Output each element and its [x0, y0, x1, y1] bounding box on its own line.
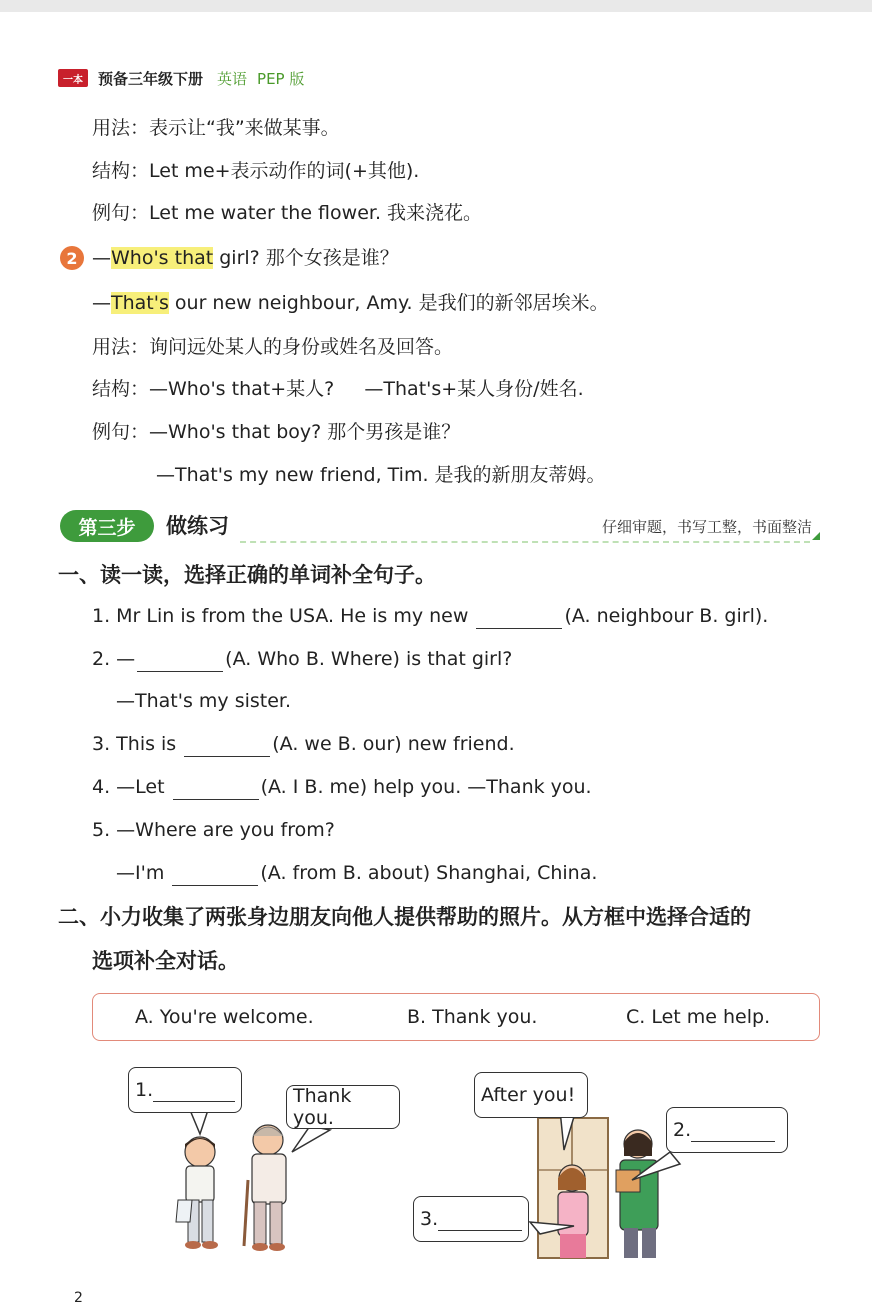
a-highlight: That's [111, 292, 169, 314]
question-3 [92, 731, 515, 757]
bubble1-number: 1. [135, 1079, 154, 1101]
step3-divider [240, 541, 810, 543]
bubble-thank-text: Thank you. [293, 1085, 352, 1129]
options-box [92, 993, 820, 1041]
question-2-answer: —That's my sister. [116, 690, 292, 712]
q5-options: (A. from B. about) Shanghai, China. [260, 862, 598, 884]
bubble2-blank[interactable] [691, 1119, 775, 1142]
bubble2-number: 2. [673, 1119, 692, 1141]
answer-blank-4[interactable] [173, 779, 259, 800]
q4-options: (A. I B. me) help you. —Thank you. [260, 776, 592, 798]
option-a: A. You're welcome. [135, 1006, 314, 1028]
point2-usage: 用法：询问远处某人的身份或姓名及回答。 [92, 336, 454, 358]
q-highlight: Who's that [111, 247, 214, 269]
corner-triangle-icon [812, 532, 820, 540]
point1-structure: 结构：Let me+表示动作的词(+其他). [92, 160, 420, 182]
bubble-after-text: After you! [481, 1084, 576, 1106]
section1-title: 一、读一读，选择正确的单词补全句子。 [58, 563, 436, 587]
answer-blank-3[interactable] [184, 736, 270, 757]
page-number: 2 [74, 1290, 83, 1306]
option-b: B. Thank you. [407, 1006, 538, 1028]
section2-title-line1: 二、小力收集了两张身边朋友向他人提供帮助的照片。从方框中选择合适的 [58, 905, 751, 929]
section2-title-line2: 选项补全对话。 [92, 949, 239, 973]
point2-answer [92, 290, 609, 316]
question-4 [92, 774, 592, 800]
question-5: 5. —Where are you from? [92, 819, 335, 841]
q3-options: (A. we B. our) new friend. [272, 733, 515, 755]
point2-structure: 结构：—Who's that+某人? —That's+某人身份/姓名. [92, 378, 584, 400]
q4-text: 4. —Let [92, 776, 171, 798]
speech-bubble-thank-you [286, 1085, 400, 1129]
option-c: C. Let me help. [626, 1006, 771, 1028]
edition-label: PEP 版 [257, 69, 305, 88]
q-rest: girl? 那个女孩是谁？ [213, 247, 399, 269]
bubble3-blank[interactable] [438, 1208, 522, 1231]
step3-pill: 第三步 [60, 510, 154, 542]
book-title: 预备三年级下册 [98, 69, 204, 88]
point2-example2: —That's my new friend, Tim. 是我的新朋友蒂姆。 [156, 464, 606, 486]
subject-label: 英语 [217, 69, 248, 88]
point2-example1: 例句：—Who's that boy? 那个男孩是谁？ [92, 421, 461, 443]
step3-tip: 仔细审题，书写工整，书面整洁 [601, 518, 812, 536]
speech-bubble-1 [128, 1067, 242, 1113]
bubble3-number: 3. [420, 1208, 439, 1230]
answer-blank-5[interactable] [172, 865, 258, 886]
question-5-answer [116, 860, 597, 886]
speech-bubble-2 [666, 1107, 788, 1153]
publisher-logo: 一本 [58, 69, 88, 87]
question-1 [92, 603, 768, 629]
point2-question [92, 245, 399, 271]
q2-options: (A. Who B. Where) is that girl? [225, 648, 513, 670]
q5-text: —I'm [116, 862, 171, 884]
question-2 [92, 646, 512, 672]
q-dash: — [92, 247, 111, 269]
page-header [58, 66, 304, 90]
bubble1-blank[interactable] [153, 1079, 235, 1102]
speech-bubble-3 [413, 1196, 529, 1242]
speech-bubble-after-you [474, 1072, 588, 1118]
point2-number-badge: 2 [60, 246, 84, 270]
answer-blank-2[interactable] [137, 651, 223, 672]
a-dash: — [92, 292, 111, 314]
q2-text: 2. — [92, 648, 136, 670]
step3-title: 做练习 [166, 514, 229, 538]
bubble-tails-right [520, 1130, 690, 1240]
q1-text: 1. Mr Lin is from the USA. He is my new [92, 605, 475, 627]
answer-blank-1[interactable] [476, 608, 562, 629]
q3-text: 3. This is [92, 733, 183, 755]
q1-options: (A. neighbour B. girl). [564, 605, 769, 627]
a-rest: our new neighbour, Amy. 是我们的新邻居埃米。 [168, 292, 609, 314]
point1-usage: 用法：表示让“我”来做某事。 [92, 117, 340, 139]
point1-example: 例句：Let me water the flower. 我来浇花。 [92, 202, 483, 224]
top-band [0, 0, 872, 12]
